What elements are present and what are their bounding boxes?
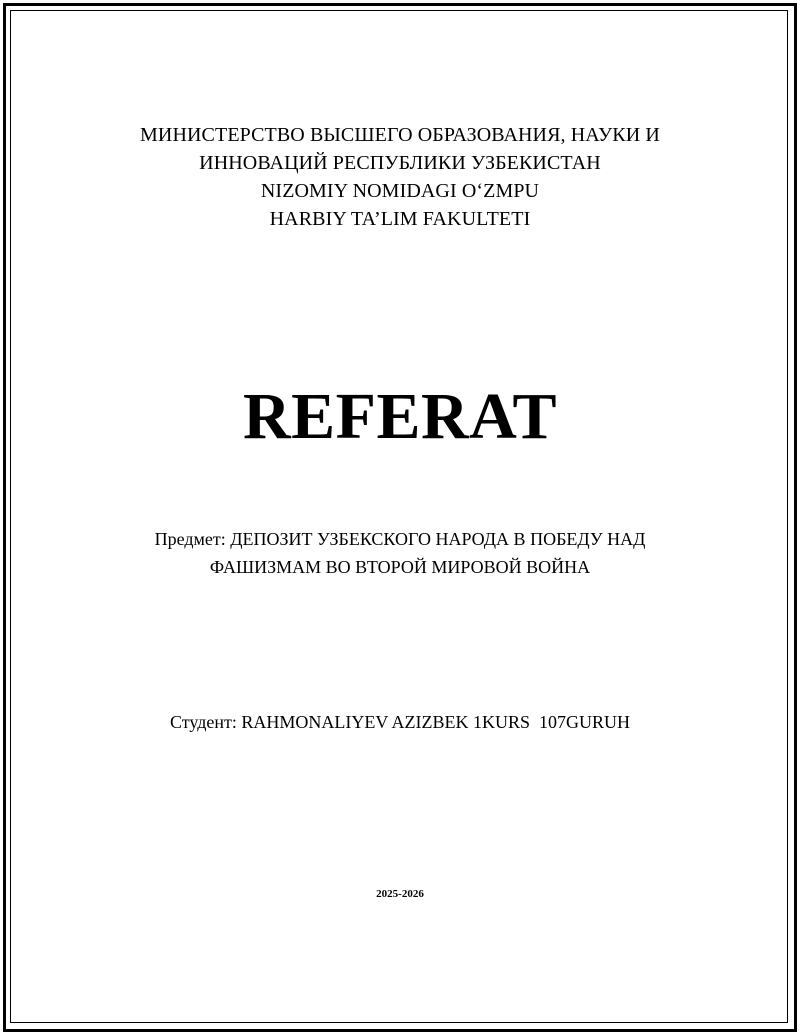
header-line-faculty: HARBIY TA’LIM FAKULTETI <box>269 208 531 230</box>
institution-header <box>0 121 800 233</box>
academic-year: 2025-2026 <box>376 888 424 900</box>
header-line-republic: ИННОВАЦИЙ РЕСПУБЛИКИ УЗБЕКИСТАН <box>199 152 601 174</box>
student-line: Студент: RAHMONALIYEV AZIZBEK 1KURS 107GURUH <box>169 712 631 732</box>
subject-line-2: ФАШИЗМАМ ВО ВТОРОЙ МИРОВОЙ ВОЙНА <box>209 557 591 577</box>
header-line-ministry: МИНИСТЕРСТВО ВЫСШЕГО ОБРАЗОВАНИЯ, НАУКИ И <box>140 124 660 146</box>
subject-line-1: Предмет: ДЕПОЗИТ УЗБЕКСКОГО НАРОДА В ПОБЕДУ НАД <box>154 529 646 549</box>
document-title: REFERAT <box>243 380 557 453</box>
subject-block <box>0 525 800 581</box>
header-line-university: NIZOMIY NOMIDAGI O‘ZMPU <box>260 180 540 202</box>
